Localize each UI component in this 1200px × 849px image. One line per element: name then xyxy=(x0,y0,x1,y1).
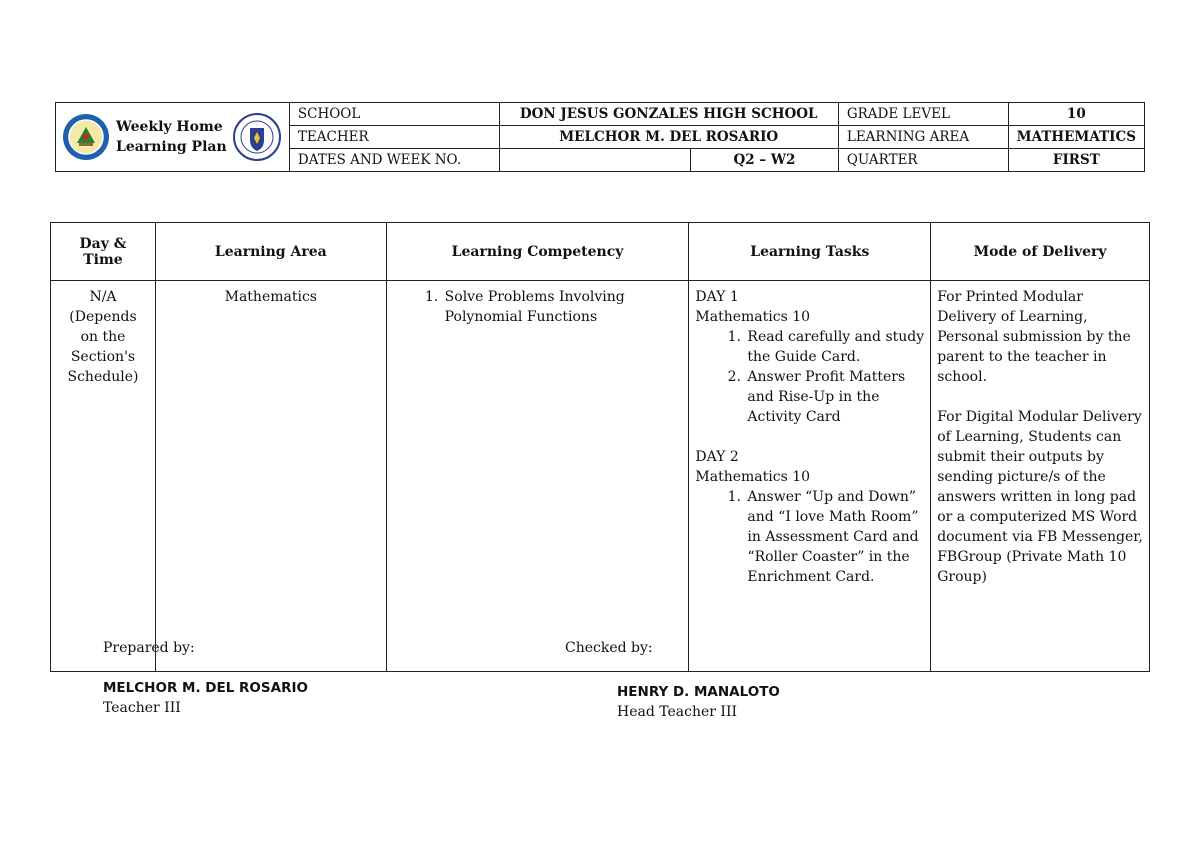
quarter-label: QUARTER xyxy=(838,149,1008,172)
header-mode-of-delivery: Mode of Delivery xyxy=(931,223,1150,281)
logo-cell xyxy=(56,103,290,172)
deped-seal-icon xyxy=(233,113,281,161)
checked-by-name: HENRY D. MANALOTO xyxy=(617,684,780,700)
school-value: DON JESUS GONZALES HIGH SCHOOL xyxy=(499,103,838,126)
plan-title: Weekly Home Learning Plan xyxy=(116,119,227,155)
task-item: 1. Answer “Up and Down” and “I love Math Room” in Assessment Card and “Roller Coaster” in the Enrichment Card. xyxy=(745,487,924,587)
prepared-by-block xyxy=(103,640,308,716)
checked-by-label: Checked by: xyxy=(565,640,653,656)
header-day-time: Day & Time xyxy=(51,223,156,281)
day2-subject: Mathematics 10 xyxy=(695,469,811,485)
grade-level-value: 10 xyxy=(1008,103,1144,126)
school-seal-icon xyxy=(62,113,110,161)
mode-printed: For Printed Modular Delivery of Learning, Personal submission by the parent to the teacher in school. xyxy=(937,289,1131,385)
checked-by-block xyxy=(617,660,780,720)
day-time-cell: N/A (Depends on the Section's Schedule) xyxy=(51,281,156,672)
teacher-value: MELCHOR M. DEL ROSARIO xyxy=(499,126,838,149)
prepared-by-name: MELCHOR M. DEL ROSARIO xyxy=(103,680,308,696)
dates-value xyxy=(499,149,691,172)
task-item: 2. Answer Profit Matters and Rise-Up in the Activity Card xyxy=(745,367,924,427)
day1-subject: Mathematics 10 xyxy=(695,309,811,325)
tasks-cell xyxy=(689,281,931,672)
school-label: SCHOOL xyxy=(289,103,499,126)
quarter-value: FIRST xyxy=(1008,149,1144,172)
header-learning-tasks: Learning Tasks xyxy=(689,223,931,281)
learning-area-cell: Mathematics xyxy=(155,281,386,672)
teacher-label: TEACHER xyxy=(289,126,499,149)
mode-digital: For Digital Modular Delivery of Learning, Students can submit their outputs by sending picture/s of the answers written in long pad or a computerized MS Word document via FB Messenger, FBGroup (Private Math 10 Group) xyxy=(937,409,1143,585)
task-item: 1. Read carefully and study the Guide Card. xyxy=(745,327,924,367)
mode-cell xyxy=(931,281,1150,672)
header-learning-competency: Learning Competency xyxy=(386,223,689,281)
checked-by-label-block xyxy=(565,640,653,656)
day1-label: DAY 1 xyxy=(695,289,739,305)
day2-label: DAY 2 xyxy=(695,449,739,465)
grade-level-label: GRADE LEVEL xyxy=(838,103,1008,126)
header-learning-area: Learning Area xyxy=(155,223,386,281)
checked-by-role: Head Teacher III xyxy=(617,704,738,720)
dates-week-label: DATES AND WEEK NO. xyxy=(289,149,499,172)
competency-cell xyxy=(386,281,689,672)
header-table xyxy=(55,102,1145,172)
prepared-by-role: Teacher III xyxy=(103,700,181,716)
prepared-by-label: Prepared by: xyxy=(103,640,195,656)
learning-area-label: LEARNING AREA xyxy=(838,126,1008,149)
learning-plan-table xyxy=(50,222,1150,672)
week-value: Q2 – W2 xyxy=(691,149,839,172)
competency-item: 1. Solve Problems Involving Polynomial Functions xyxy=(443,287,643,327)
learning-area-value: MATHEMATICS xyxy=(1008,126,1144,149)
